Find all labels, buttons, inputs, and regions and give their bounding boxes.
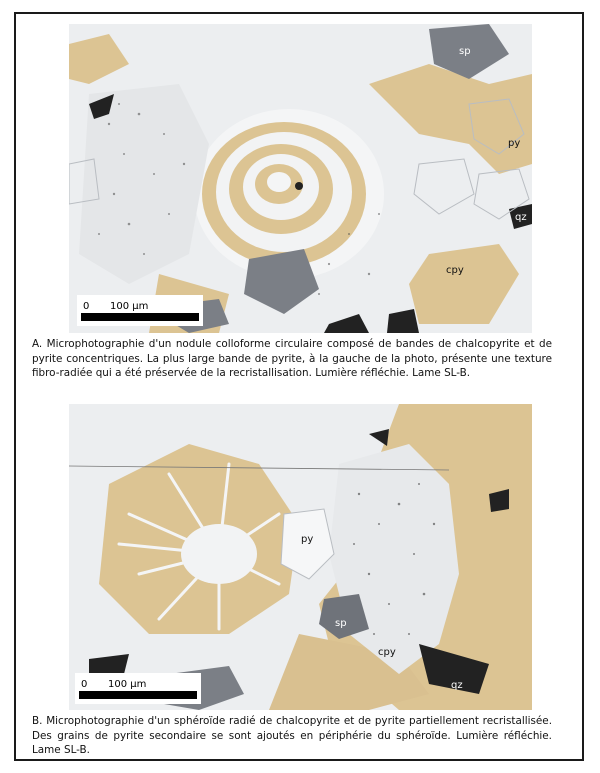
- scale-bar-a: [81, 313, 199, 321]
- label-qz-a: qz: [515, 212, 527, 223]
- label-cpy-b: cpy: [378, 647, 396, 658]
- caption-a: A. Microphotographie d'un nodule colloforme circulaire composé de bandes de chalcopyrite et de pyrite concentriques. La plus large bande de pyrite, à la gauche de la photo, présente une texture fibro-radiée qui a été préservée de la recristallisation. Lumière réfléchie. Lame SL-B.: [32, 338, 552, 380]
- scale-length-b: 100 µm: [108, 679, 147, 690]
- caption-b: B. Microphotographie d'un sphéroïde radié de chalcopyrite et de pyrite partiellement recristallisée. Des grains de pyrite secondaire se sont ajoutés en périphérie du sphéroïde. Lumière réfléchie. Lame SL-B.: [32, 715, 552, 757]
- label-py-a: py: [508, 138, 521, 149]
- label-qz-b: qz: [451, 680, 463, 691]
- scale-length-a: 100 µm: [110, 301, 149, 312]
- scale-zero-a: 0: [83, 301, 90, 312]
- label-cpy-a: cpy: [446, 265, 464, 276]
- microphotograph-b: [69, 404, 532, 710]
- label-sp-a: sp: [459, 46, 471, 57]
- scale-bar-b: [79, 691, 197, 699]
- microphotograph-b-image: [69, 404, 532, 710]
- label-sp-b: sp: [335, 618, 347, 629]
- microphotograph-a: [69, 24, 532, 333]
- microphotograph-a-image: [69, 24, 532, 333]
- scale-zero-b: 0: [81, 679, 88, 690]
- label-py-b: py: [301, 534, 314, 545]
